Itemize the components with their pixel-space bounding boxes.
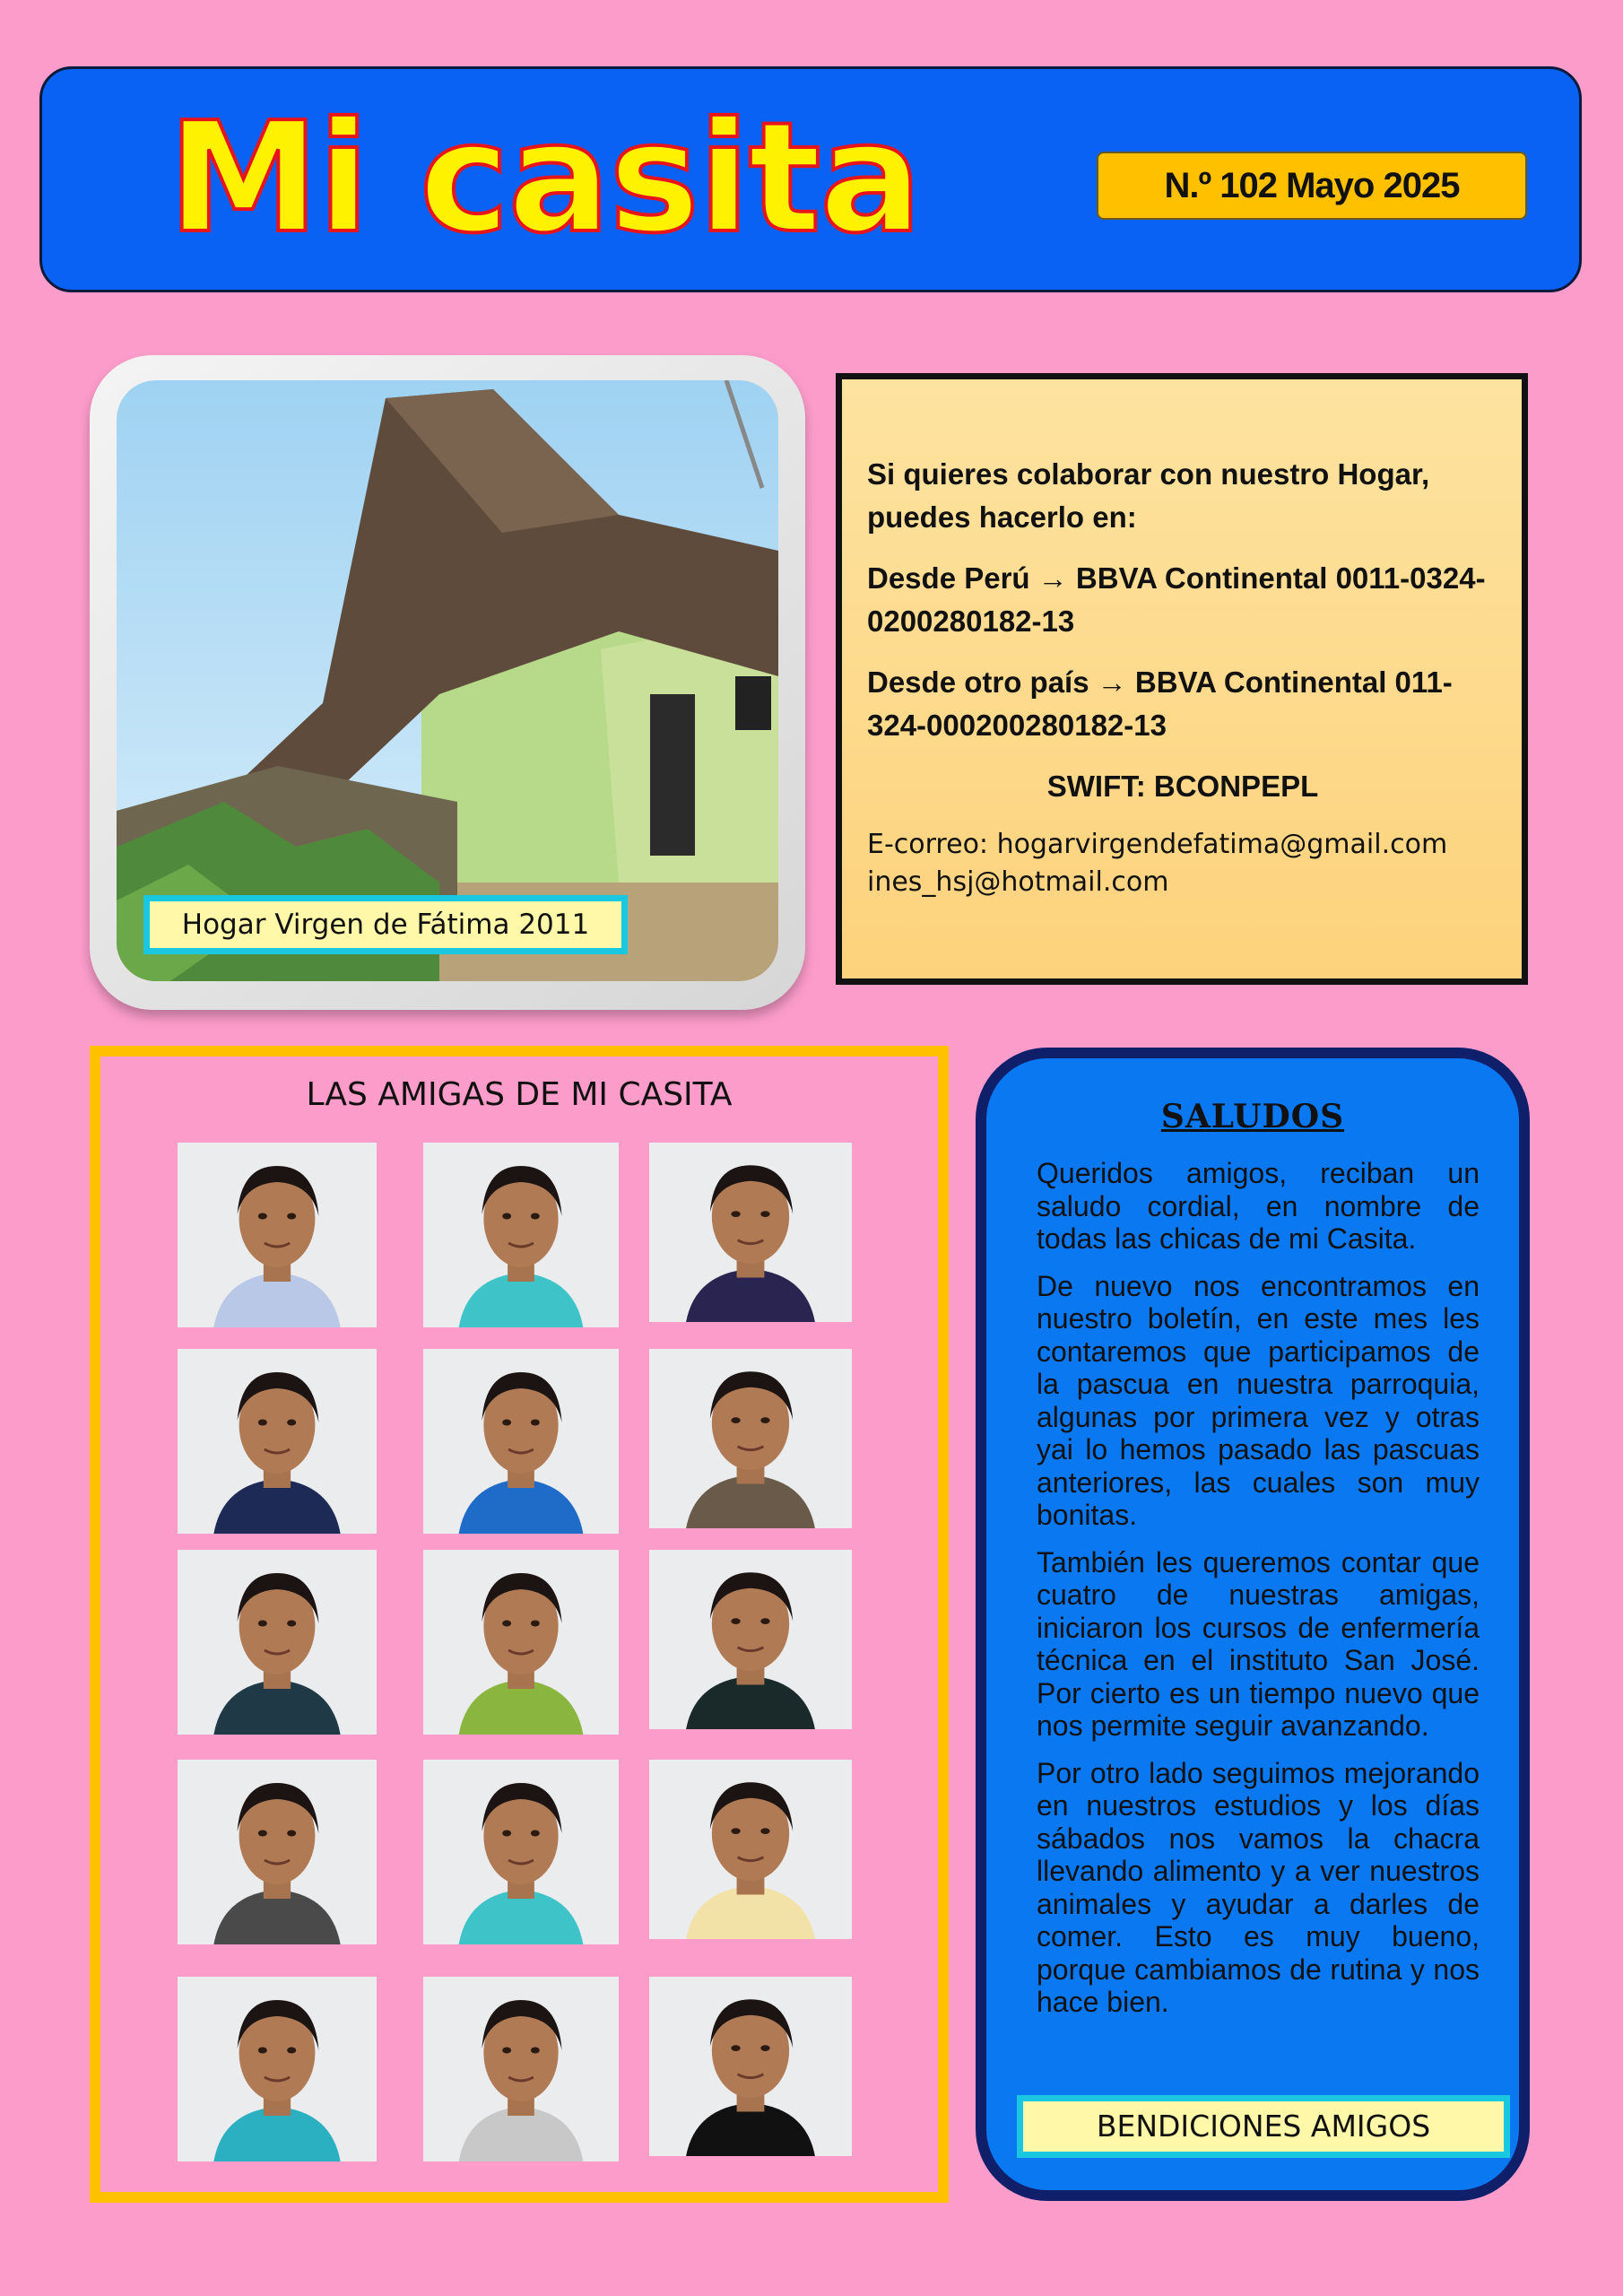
photo-caption: Hogar Virgen de Fátima 2011 <box>143 895 628 954</box>
collab-peru: Desde Perú → BBVA Continental 0011-0324-0200280182-13 <box>867 561 1486 638</box>
collab-intro: Si quieres colaborar con nuestro Hogar, puedes hacerlo en: <box>867 457 1430 534</box>
greetings-paragraph-1: Queridos amigos, reciban un saludo cordial, en nombre de todas las chicas de mi Casita. <box>1037 1157 1480 1255</box>
friends-panel <box>90 1046 949 2203</box>
greetings-title: SALUDOS <box>1160 1098 1345 1135</box>
friend-photo <box>423 1550 619 1735</box>
house-photo <box>117 380 778 981</box>
friend-photo <box>649 1349 852 1528</box>
friend-photo <box>649 1760 852 1939</box>
header-banner <box>39 66 1582 292</box>
friend-photo <box>423 1977 619 2161</box>
house-illustration <box>117 380 778 981</box>
friend-photo <box>178 1977 377 2161</box>
greetings-paragraph-3: También les queremos contar que cuatro de nuestras amigas, iniciaron los cursos de enfermería técnica en el instituto San José. Por cierto es un tiempo nuevo que nos permite seguir avanzando. <box>1037 1545 1480 1742</box>
collab-swift: SWIFT: BCONPEPL <box>1046 770 1319 803</box>
greetings-paragraph-4: Por otro lado seguimos mejorando en nuestros estudios y los días sábados nos vamos la chacra llevando alimento y a ver nuestros animales y ayudar a darles de comer. Esto es muy bueno, porque cambiamos de rutina y nos hace bien. <box>1037 1756 1480 2018</box>
friend-photo <box>423 1760 619 1944</box>
friend-photo <box>423 1143 619 1327</box>
friend-photo <box>178 1760 377 1944</box>
friend-photo <box>423 1349 619 1534</box>
collaboration-box <box>836 373 1528 985</box>
friend-photo <box>178 1550 377 1735</box>
newsletter-title: Mi casita <box>168 90 921 267</box>
blessing-banner: BENDICIONES AMIGOS <box>1017 2095 1510 2158</box>
collab-email-2[interactable]: ines_hsj@hotmail.com <box>867 866 1169 898</box>
collab-email-1[interactable]: E-correo: hogarvirgendefatima@gmail.com <box>867 829 1448 860</box>
house-photo-frame <box>90 355 805 1010</box>
friends-title: LAS AMIGAS DE MI CASITA <box>306 1076 733 1113</box>
friend-photo <box>649 1550 852 1729</box>
friend-photo <box>178 1349 377 1534</box>
collab-abroad: Desde otro país → BBVA Continental 011-324-000200280182-13 <box>867 665 1453 742</box>
issue-badge: N.º 102 Mayo 2025 <box>1097 152 1527 220</box>
greetings-text <box>1037 1157 1480 2033</box>
friend-photo <box>178 1143 377 1327</box>
friend-photo <box>649 1977 852 2156</box>
friend-photo <box>649 1143 852 1322</box>
greetings-paragraph-2: De nuevo nos encontramos en nuestro boletín, en este mes les contaremos que participamos de la pascua en nuestra parroquia, algunas por primera vez y otras yai lo hemos pasado las pascuas anteriores, las cuales son muy bonitas. <box>1037 1269 1480 1531</box>
greetings-panel <box>976 1048 1530 2201</box>
